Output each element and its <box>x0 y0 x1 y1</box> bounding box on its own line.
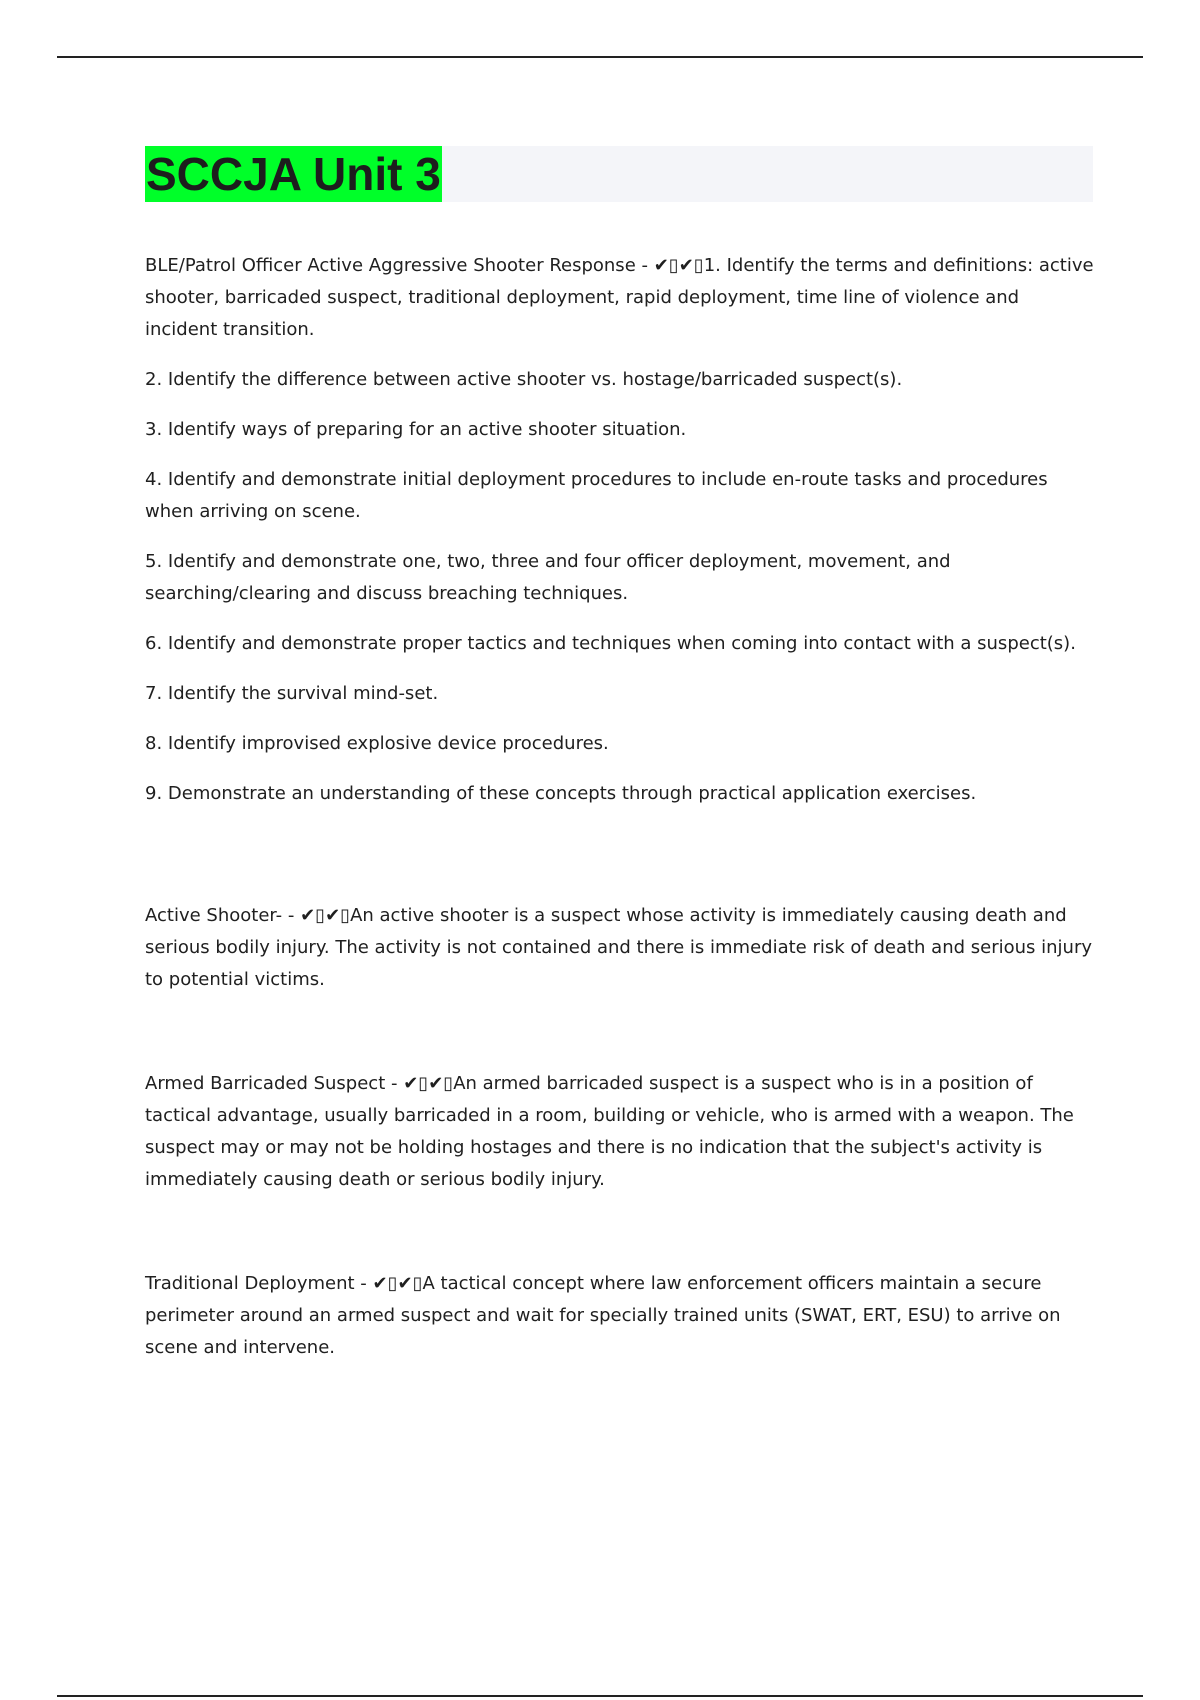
section-spacer <box>145 828 1095 900</box>
answer-check-icon: ✔▯✔▯ <box>403 1073 454 1094</box>
footer-rule <box>57 1695 1143 1697</box>
intro-term: BLE/Patrol Officer Active Aggressive Shooter Response <box>145 255 636 276</box>
section-spacer <box>145 996 1095 1068</box>
objective-item: 9. Demonstrate an understanding of these concepts through practical application exercises. <box>145 783 977 804</box>
definition-separator: - <box>385 1073 404 1094</box>
intro-paragraph <box>145 250 1095 346</box>
definition-armed-barricaded-suspect <box>145 1068 1095 1196</box>
definition-term: Armed Barricaded Suspect <box>145 1073 386 1094</box>
definition-text: An active shooter is a suspect whose activity is immediately causing death and serious bodily injury. The activity is not contained and there is immediate risk of death and serious injury to potential victims. <box>145 905 1092 990</box>
answer-check-icon: ✔▯✔▯ <box>372 1273 423 1294</box>
definition-text: An armed barricaded suspect is a suspect who is in a position of tactical advantage, usually barricaded in a room, building or vehicle, who is armed with a weapon. The suspect may or may not be holding hostages and there is no indication that the subject's activity is immediately causing death or serious bodily injury. <box>145 1073 1074 1190</box>
title-band <box>145 146 1093 202</box>
definition-term: Active Shooter- <box>145 905 283 926</box>
objective-item: 4. Identify and demonstrate initial deployment procedures to include en-route tasks and procedures when arriving on scene. <box>145 469 1048 522</box>
definition-text: A tactical concept where law enforcement officers maintain a secure perimeter around an armed suspect and wait for specially trained units (SWAT, ERT, ESU) to arrive on scene and intervene. <box>145 1273 1061 1358</box>
answer-check-icon: ✔▯✔▯ <box>300 905 351 926</box>
header-rule <box>57 56 1143 58</box>
objective-item: 7. Identify the survival mind-set. <box>145 683 439 704</box>
objective-item: 8. Identify improvised explosive device procedures. <box>145 733 609 754</box>
definition-active-shooter <box>145 900 1095 996</box>
intro-separator: - <box>635 255 654 276</box>
answer-check-icon: ✔▯✔▯ <box>653 255 704 276</box>
page-title: SCCJA Unit 3 <box>146 148 441 200</box>
objective-item: 3. Identify ways of preparing for an active shooter situation. <box>145 419 687 440</box>
definition-term: Traditional Deployment <box>145 1273 355 1294</box>
objective-item: 6. Identify and demonstrate proper tactics and techniques when coming into contact with a suspect(s). <box>145 633 1076 654</box>
definition-traditional-deployment <box>145 1268 1095 1364</box>
intro-first-item: 1. Identify the terms and definitions: active shooter, barricaded suspect, traditional deployment, rapid deployment, time line of violence and incident transition. <box>145 255 1094 340</box>
objective-item: 5. Identify and demonstrate one, two, three and four officer deployment, movement, and searching/clearing and discuss breaching techniques. <box>145 551 951 604</box>
document-body <box>145 250 1095 1364</box>
objective-item: 2. Identify the difference between active shooter vs. hostage/barricaded suspect(s). <box>145 369 903 390</box>
definition-separator: - <box>282 905 301 926</box>
section-spacer <box>145 1196 1095 1268</box>
definition-separator: - <box>354 1273 373 1294</box>
